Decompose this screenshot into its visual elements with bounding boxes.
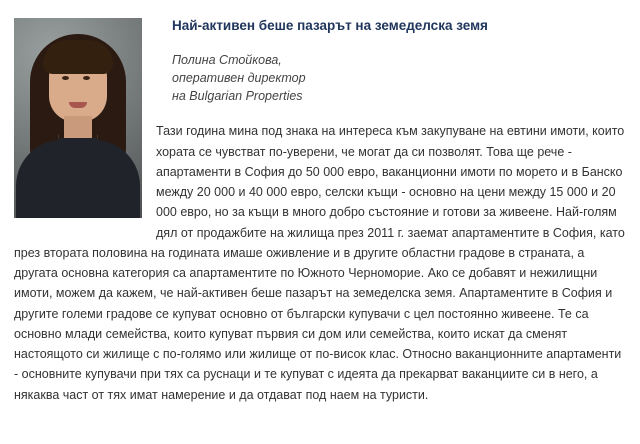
portrait-hair-front xyxy=(43,40,113,74)
portrait-body xyxy=(16,140,140,218)
author-portrait-image xyxy=(14,18,142,218)
portrait-eye-left xyxy=(62,76,69,80)
page-title: Най-активен беше пазарът на земеделска земя xyxy=(172,18,488,33)
author-byline xyxy=(172,51,626,105)
author-name: Полина Стойкова, xyxy=(172,52,282,67)
author-role: оперативен директор xyxy=(172,71,306,85)
article-paragraph: Тази година мина под знака на интереса към закупуване на евтини имоти, които хората се чувстват по-уверени, че могат да си позволят. Това ще рече - апартаменти в София до 50 000 евро, ваканционни имоти по морето и в Банско между 20 000 и 40 000 евро, селски къщи - основно на цени между 15 000 и 20 000 евро, но за къщи в много добро състояние и готови за живеене. Най-голям дял от продажбите на жилища през 2011 г. заемат апартаментите в София, като през втората половина на годината имаше оживление и в другите областни градове в страната, а другата основна категория са апартаментите по Южното Черноморие. Ако се добавят и нежилищни имоти, можем да кажем, че най-активен беше пазарът на земеделска земя. Апартаментите в София и другите големи градове се купуват основно от български купувачи с цел постоянно живеене. Те са основно млади семейства, които купуват първия си дом или семейства, които искат да сменят настоящото си жилище с по-голямо или жилище от по-висок клас. Относно ваканционните апартаменти - основните купувачи при тях са руснаци и те купуват с идеята да прекарват ваканциите си в него, а някаква част от тях имат намерение и да отдават под наем на туристи. xyxy=(14,124,625,402)
author-company: на Bulgarian Properties xyxy=(172,89,303,104)
portrait-eye-right xyxy=(83,76,90,80)
